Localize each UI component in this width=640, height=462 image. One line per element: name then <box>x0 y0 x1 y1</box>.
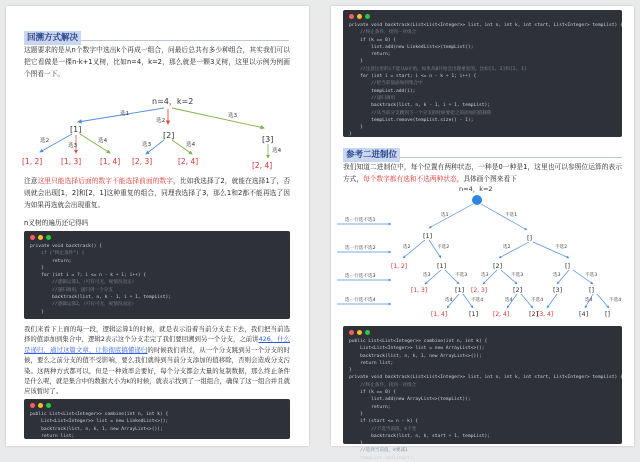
edge-root-3 <box>172 108 264 128</box>
binary-paragraph: 我们知道二进制位中，每个位置有两种状态，一种是0一种是1，这里也可以参照位运算的表示方式，每个数字都有选和不选两种状态，具体画个图来看下 <box>343 163 622 183</box>
bnode-1: [1] <box>423 232 433 240</box>
window-dots <box>349 14 617 19</box>
code-line: private void backtrack() { <box>30 244 102 249</box>
code-line: return; <box>349 404 391 410</box>
edge-skip4-c: 不选4 <box>609 298 622 303</box>
code-line: } <box>349 125 363 131</box>
heading-text: 回溯方式解决 <box>24 31 81 45</box>
code-line: tempList.add(i); <box>349 88 416 94</box>
edge-choose4-c: 选4 <box>585 298 593 303</box>
code-line: backtrack(list, n, k, 1, new ArrayList<>()); <box>30 426 163 432</box>
edge-skip2-b: 不选2 <box>555 245 568 250</box>
intro-paragraph: 这题要求的是从n个数字中选出k个再成一组合，问最后总共有多少种组合，其实我们可以把它看做是一棵n-k+1叉树，比如n=4，k=2，那么就是一颗3叉树，这里以示例为例画个图看一下。 <box>24 46 290 78</box>
window-dot-icon <box>30 403 35 408</box>
bnode-empty-2: [] <box>565 262 571 270</box>
code-line: list.add(new LinkedList<>(tempList)); <box>349 44 474 50</box>
edge-choose2-a: 选2 <box>403 245 411 250</box>
code-block-combine <box>24 399 290 439</box>
code-line: List<List<Integer>> list = new LinkedList<>(); <box>30 419 169 425</box>
ternary-tree-diagram <box>6 92 309 180</box>
code-line: list.add(new ArrayList<>(tempList)); <box>349 397 471 403</box>
section-heading-binary <box>343 142 622 158</box>
leaf-5: [2, 4] <box>178 157 199 166</box>
code-line: return; <box>349 52 391 58</box>
binary-root-label: n=4，k=2 <box>459 185 493 193</box>
window-dot-icon <box>38 403 43 408</box>
bnode-1b: [1] <box>437 262 447 270</box>
code-line: //终止条件，找到一对组合 <box>349 30 417 36</box>
bnode-2c: [2] <box>529 310 539 318</box>
edge-label-choose2: 选2 <box>156 118 166 124</box>
tree-root-label: n=4，k=2 <box>152 97 194 106</box>
code-line: for (int i = start; i <= n - k + 1; i++) { <box>349 74 477 80</box>
leaf-1: [1, 2] <box>22 157 43 166</box>
code-line: //注意这里的i不能从0开始，如果从0开始会出现重复的，比如[1, 2]和[2, 1] <box>349 66 527 72</box>
edge-choose4-b: 选4 <box>505 298 513 303</box>
edge-label-choose4-c: 选4 <box>272 148 282 154</box>
edge-label-choose4-a: 选4 <box>98 138 108 144</box>
bnode-1d: [1] <box>469 310 479 318</box>
note-highlight: 这里只能选择后面的数字不能选择前面的数字 <box>37 177 174 185</box>
bleaf-24: [2, 4] <box>493 311 510 318</box>
binary-root-node <box>472 195 482 205</box>
bnode-empty: [] <box>527 234 533 242</box>
code-line: //选择当前值，k要减1 <box>349 448 408 454</box>
code-line: backtrack(list, n, k - 1, i + 1, tempList); <box>30 295 172 301</box>
edge-choose3-b: 选3 <box>481 273 489 278</box>
window-dots <box>349 330 617 335</box>
code-line: //逻辑运算1，（可有可无，视情况而定） <box>30 280 137 286</box>
code-line: return list; <box>349 360 394 366</box>
bnode-1c: [1] <box>455 286 465 294</box>
leaf-3: [1, 4] <box>100 157 121 166</box>
tree-node-2: [2] <box>163 131 175 140</box>
code-line: //递归调用，递归到一个分支 <box>30 287 113 293</box>
code-line: private void backtrack(List<List<Integer>> list, int n, int k, int start, List<Integer> tempList) { <box>349 23 623 28</box>
code-line: if (k == 0) { <box>349 390 397 396</box>
code-line: //递归调用 <box>349 95 396 101</box>
code-line: } <box>349 132 352 138</box>
window-dot-icon <box>38 235 43 240</box>
window-dot-icon <box>46 235 51 240</box>
window-dots <box>30 403 285 408</box>
window-dot-icon <box>349 330 354 335</box>
window-dot-icon <box>30 235 35 240</box>
edge-label-choose1: 选1 <box>120 111 130 117</box>
code-line: //从当前分支跳到下一个分支的时候要把之前添加的值移除 <box>349 110 492 116</box>
window-dots <box>30 235 285 240</box>
window-dot-icon <box>357 14 362 19</box>
edge-skip4-b: 不选4 <box>531 298 544 303</box>
code-line: public List<List<Integer>> combine(int n, int k) { <box>349 339 488 344</box>
bleaf-13: [1, 3] <box>411 287 428 294</box>
code-line: } <box>349 368 352 374</box>
window-dot-icon <box>46 403 51 408</box>
code-block-binary <box>343 326 623 461</box>
row-label-4: 选一行选不选4 <box>345 298 376 303</box>
code-line: //终止条件，找到一对组合 <box>349 382 417 388</box>
bnode-3: [3] <box>553 286 563 294</box>
code-line: } <box>349 59 363 65</box>
code-block-backtrack <box>343 10 622 137</box>
code-line: } <box>30 265 44 271</box>
window-dot-icon <box>365 330 370 335</box>
window-dot-icon <box>349 14 354 19</box>
code-line: backtrack(list, n, k - 1, i + 1, tempList); <box>349 103 491 109</box>
edge-skip3-c: 不选3 <box>585 273 598 278</box>
code-line: if (start <= n - k) { <box>349 419 419 425</box>
code-line: if ("终止条件") { <box>30 251 85 257</box>
right-page <box>331 6 634 461</box>
code-line: //把当前值添加到集合中 <box>349 81 423 87</box>
bleaf-12: [1, 2] <box>391 263 408 270</box>
code-line: backtrack(list, n, k, start + 1, tempList); <box>349 433 491 439</box>
row-label-2: 选一行选不选2 <box>345 246 376 251</box>
edge-choose3-c: 选3 <box>553 273 561 278</box>
code-line: //不选当前值，k不变 <box>349 426 417 432</box>
note-paragraph: 注意这里只能选择后面的数字不能选择前面的数字，比如我选择了2，就能在选择1了，否则就会出现[1，2]和[2，1]这种重复的组合，同理我选择了3，那么1和2都不能再选了因为如果再选就会出现重复。 <box>24 177 291 209</box>
code-line: } <box>349 441 363 447</box>
tree-node-3: [3] <box>262 135 274 144</box>
article-link[interactable]: 426，什么是递归，通过这篇文章，让你彻底搞懂递归 <box>24 335 290 354</box>
code-line: for (int i = ?; i <= n - k + 1; i++) { <box>30 273 147 279</box>
heading-text: 参考二进制位 <box>343 148 400 162</box>
bnode-2: [2] <box>493 262 503 270</box>
left-page <box>6 6 309 446</box>
code-line: } <box>30 309 44 315</box>
code-line: return; <box>30 258 72 264</box>
code-line: tempList.remove(tempList.size() - 1); <box>349 117 474 123</box>
binary-highlight: 每个数字都有选和不选两种状态 <box>363 174 457 183</box>
bnode-empty-3: [] <box>589 286 595 294</box>
code-block-template <box>24 231 290 319</box>
window-dot-icon <box>357 330 362 335</box>
bnode-4: [4] <box>579 310 589 318</box>
edge-skip4-a: 不选4 <box>471 298 484 303</box>
bleaf-34: [3, 4] <box>537 311 554 318</box>
edge-choose2-b: 选2 <box>503 245 511 250</box>
code-line: private void backtrack(List<List<Integer>> list, int n, int k, int start, List<Integer> tempList) { <box>349 375 623 381</box>
window-dot-icon <box>365 14 370 19</box>
edge-choose3-a: 选3 <box>423 273 431 278</box>
edge-label-choose3: 选3 <box>228 113 238 119</box>
row-label-1: 选一行选不选1 <box>345 218 376 223</box>
edge-choose4-a: 选4 <box>445 298 453 303</box>
code-line: return list; <box>30 433 75 439</box>
edge-label-choose4-b: 选4 <box>186 142 196 148</box>
binary-tree-diagram <box>331 184 634 324</box>
edge-skip3-a: 不选3 <box>455 273 468 278</box>
bnode-2b: [2] <box>513 286 523 294</box>
code-line: if (k == 0) { <box>349 37 397 43</box>
edge-skip2-a: 不选2 <box>437 245 450 250</box>
code-caption: n叉树的遍历还记得吗 <box>24 219 89 227</box>
edge-label-choose3-a: 选3 <box>68 143 78 149</box>
edge-skip1: 不选1 <box>505 213 518 218</box>
edge-label-choose3-b: 选3 <box>142 142 152 148</box>
code-line: backtrack(list, n, k, 1, new ArrayList<>()); <box>349 353 482 359</box>
bleaf-23: [2, 3] <box>471 287 488 294</box>
bnode-empty-4: [] <box>605 310 611 318</box>
leaf-4: [2, 3] <box>132 157 153 166</box>
explanation-paragraph: 我们来看下上面的每一段，逻辑运算1的时候，就是表示沿着当前分支走下去，我们把当前选择的值添加到集合中，逻辑2表示这个分支走完了我们要回溯到另一个分支，之前讲426，什么是递归，通过这篇文章，让你彻底搞懂递归的时候我们讲过，从一个分支跳到另一个分支的时候，要么之前分支的值不受影响，要么我们就得到当前分支添加的值移除，否则会造成分支污染。这两种方式都可以，但是一种效率会要好，每个分支都会大量的复制数据，那么终止条件是什么呢，就是集合中的数据大小为k的时候，就表示找到了一组组合，确保了这一组合并且就应该暂时了。 <box>24 325 291 396</box>
leaf-2: [1, 3] <box>61 157 82 166</box>
code-line: } <box>349 411 363 417</box>
edge-skip3-b: 不选3 <box>511 273 524 278</box>
section-heading-backtracking <box>24 25 289 41</box>
code-line: List<List<Integer>> list = new ArrayList<>(); <box>349 346 485 352</box>
code-line: //逻辑运算2，（可有可无，视情况而定） <box>30 302 137 308</box>
edge-label-choose2-a: 选2 <box>40 138 50 144</box>
edge-choose1: 选1 <box>441 213 449 218</box>
bleaf-14: [1, 4] <box>431 311 448 318</box>
code-line: public List<List<Integer>> combine(int n, int k) { <box>30 412 169 417</box>
row-label-3: 选一行选不选3 <box>345 274 376 279</box>
code-line: tempList.add(start); <box>349 455 416 461</box>
leaf-6: [2, 4] <box>252 161 273 170</box>
tree-node-1: [1] <box>70 125 82 134</box>
